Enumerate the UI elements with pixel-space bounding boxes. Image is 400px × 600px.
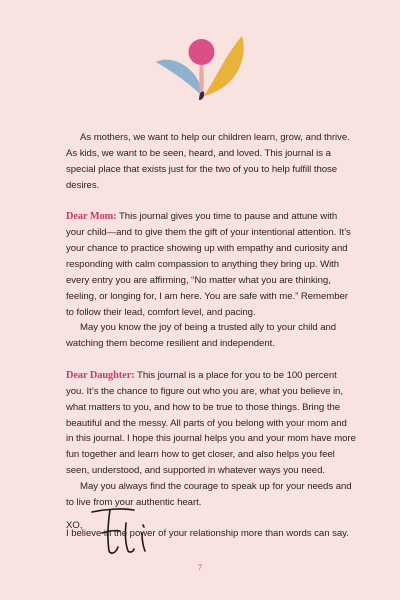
dear-daughter-label: Dear Daughter: xyxy=(66,369,135,381)
signature-icon xyxy=(88,503,160,559)
mom-paragraph xyxy=(66,209,356,320)
intro-paragraph: As mothers, we want to help our children learn, grow, and thrive. As kids, we want to be seen, heard, and loved. This journal is a special place that exists just for the two of you to help fulfill those desires. xyxy=(66,132,350,191)
closing-paragraph: I believe in the power of your relationship more than words can say. xyxy=(66,528,349,540)
page-number: 7 xyxy=(198,563,202,572)
letter-body xyxy=(66,130,356,542)
daughter-wish-paragraph: May you always find the courage to speak up for your needs and to live from your authentic heart. xyxy=(66,481,352,509)
mom-wish-paragraph: May you know the joy of being a trusted ally to your child and watching them become resilient and independent. xyxy=(66,322,337,350)
mom-text: This journal gives you time to pause and attune with your child—and to give them the gift of your intentional attention. It’s your chance to practice showing up with empathy and curiosity and responding with calm compassion to anything they bring up. With every entry you are affirming, “No matter what you are thinking, feeling, or longing for, I am here. You are safe with me.” Remember to follow their lead, comfort level, and pacing. xyxy=(66,211,351,318)
flower-logo-icon xyxy=(150,22,250,102)
signoff-text: XO, xyxy=(66,520,83,531)
dear-mom-label: Dear Mom: xyxy=(66,211,117,223)
daughter-text: This journal is a place for you to be 100 percent you. It’s the chance to figure out who you are, what you believe in, what matters to you, and how to be true to those things. Bring the beautiful and the messy. All parts of you belong with your mom and in this journal. I hope this journal helps you and your mom have more fun together and learn how to get closer, and also helps you feel seen, understood, and supported in whatever ways you need. xyxy=(66,369,356,477)
daughter-paragraph xyxy=(66,368,356,479)
